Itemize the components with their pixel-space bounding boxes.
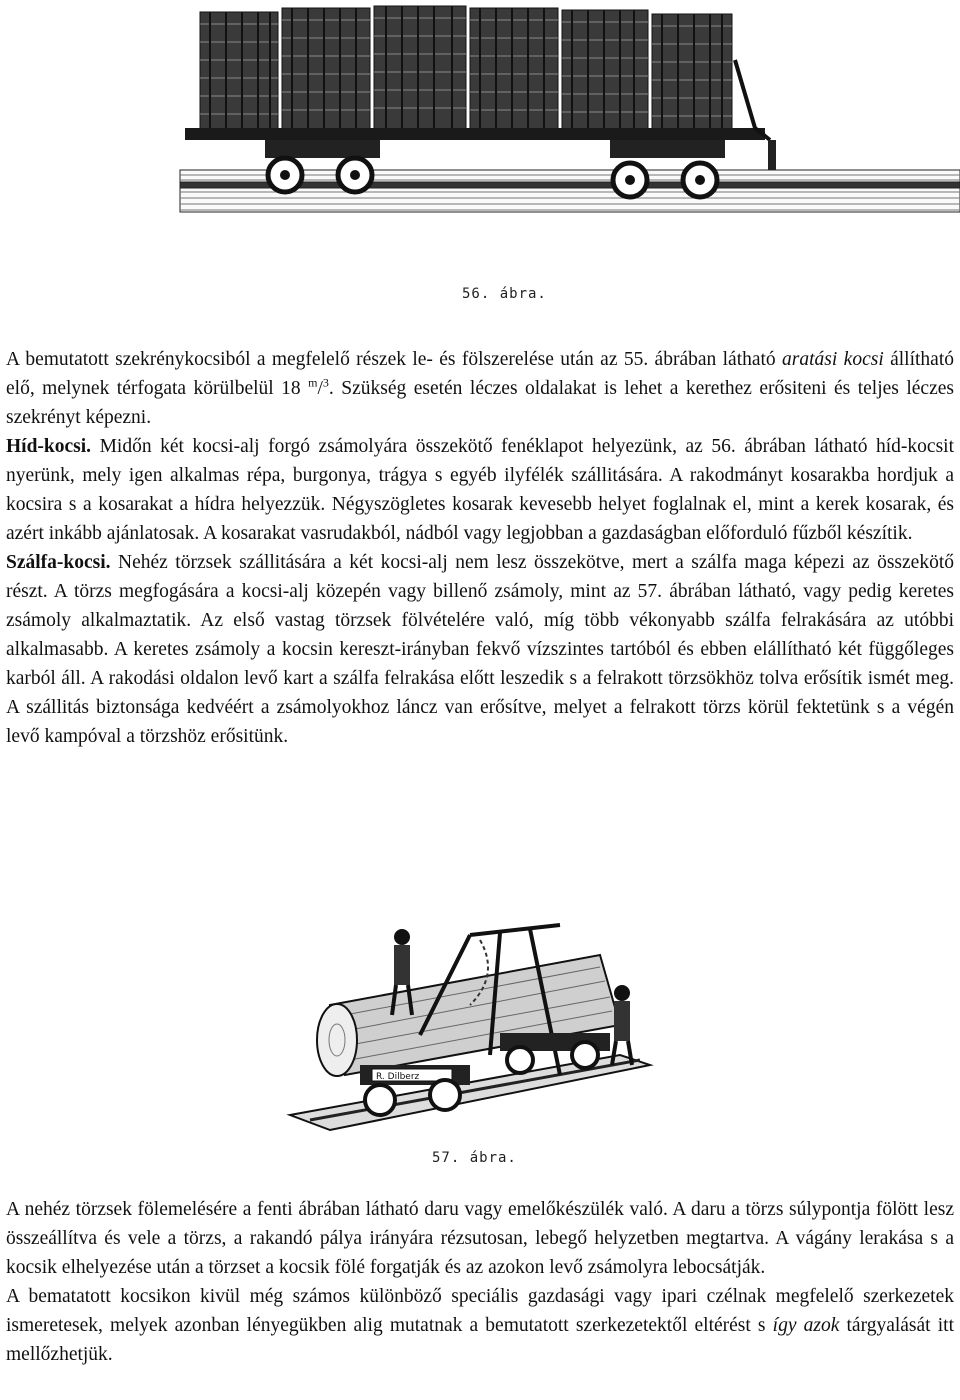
basket-row bbox=[200, 6, 732, 130]
basket bbox=[200, 12, 278, 130]
heading-hid-kocsi: Híd-kocsi. bbox=[6, 436, 92, 457]
wagon-label: R. Dilberz bbox=[376, 1072, 420, 1082]
figure-56-bridge-wagon bbox=[0, 0, 960, 310]
paragraph-egyeb-kocsik: A bematatott kocsikon kivül még számos különböző speciális gazdasági vagy ipari czélnak megfelelő szerkezetek ismeretesek, melyek azonban lényegükben alig mutatnak a bemutatott szerkezetektől eltérést s így azok tárgyalását itt mellőzhetjük. bbox=[6, 1286, 954, 1365]
paragraph-szalfa-kocsi: Szálfa-kocsi. Nehéz törzsek szállitására a két kocsi-alj nem lesz összekötve, mert a szálfa maga képezi az összekötő részt. A törzs megfogására a kocsi-alj közepén vagy billenő zsámoly, mint az 57. ábrában látható, vagy pedig keretes zsámoly alkalmaztatik. Az első vastag törzsek fölvételére való, míg több vékonyabb szálfa felrakására az utóbbi alkalmasabb. A keretes zsámoly a kocsin kereszt-irányban fekvő vízszintes tartóból és ebben elállítható két függőleges karból áll. A rakodási oldalon levő kart a szálfa felrakása előtt leszedik s a felrakott törzsökhöz tolva erősítik ismét meg. A szállitás biztonsága kedvéért a zsámolyokhoz láncz van erősítve, melyet a felrakott törzs körül fektetünk s a végén levő kampóval a törzshöz erősitünk. bbox=[6, 552, 954, 747]
figure-57-caption: 57. ábra. bbox=[432, 1150, 517, 1166]
heading-szalfa-kocsi: Szálfa-kocsi. bbox=[6, 552, 111, 573]
worker-right bbox=[612, 985, 632, 1065]
basket bbox=[470, 8, 558, 130]
figure-57-log-crane bbox=[0, 915, 960, 1175]
paragraph-daru: A nehéz törzsek fölemelésére a fenti ábrában látható daru vagy emelőkészülék való. A daru a törzs súlypontja fölött lesz összeállítva és vele a törzs, a rakandó pálya irányára rézsutosan, lebegő helyzetben megtartva. A vágány lerakása s a kocsik elhelyezése után a törzset a kocsik fölé forgatják és az azokon levő zsámolyra lebocsátják. bbox=[6, 1199, 954, 1278]
basket bbox=[562, 10, 648, 130]
basket bbox=[282, 8, 370, 130]
main-text-lower bbox=[6, 1195, 954, 1369]
paragraph-hid-kocsi: Híd-kocsi. Midőn két kocsi-alj forgó zsámolyára összekötő fenéklapot helyezünk, az 56. ábrában látható híd-kocsit nyerünk, mely igen alkalmas répa, burgonya, trágya s egyéb ilyfélék szállitására. A rakodmányt kosarakba hordjuk a kocsira s a kosarakat a hídra helyezzük. Négyszögletes kosarak kevesebb helyet foglalnak el, mint a kerek kosarak, és azért inkább ajánlatosak. A kosarakat vasrudakból, nádból vagy legjobban a gazdaságban előforduló fűzből készítik. bbox=[6, 436, 954, 544]
figure-56-caption: 56. ábra. bbox=[462, 286, 547, 302]
paragraph-aratasi-kocsi: A bemutatott szekrénykocsiból a megfelelő részek le- és fölszerelése után az 55. ábrában látható aratási kocsi állítható elő, melynek térfogata körülbelül 18 $^m$/$^3$. Szükség esetén léczes oldalakat is lehet a kerethez erősiteni és teljes léczes szekrényt képezni. bbox=[6, 349, 954, 428]
main-text-upper bbox=[6, 345, 954, 751]
basket bbox=[652, 14, 732, 130]
basket bbox=[374, 6, 466, 130]
